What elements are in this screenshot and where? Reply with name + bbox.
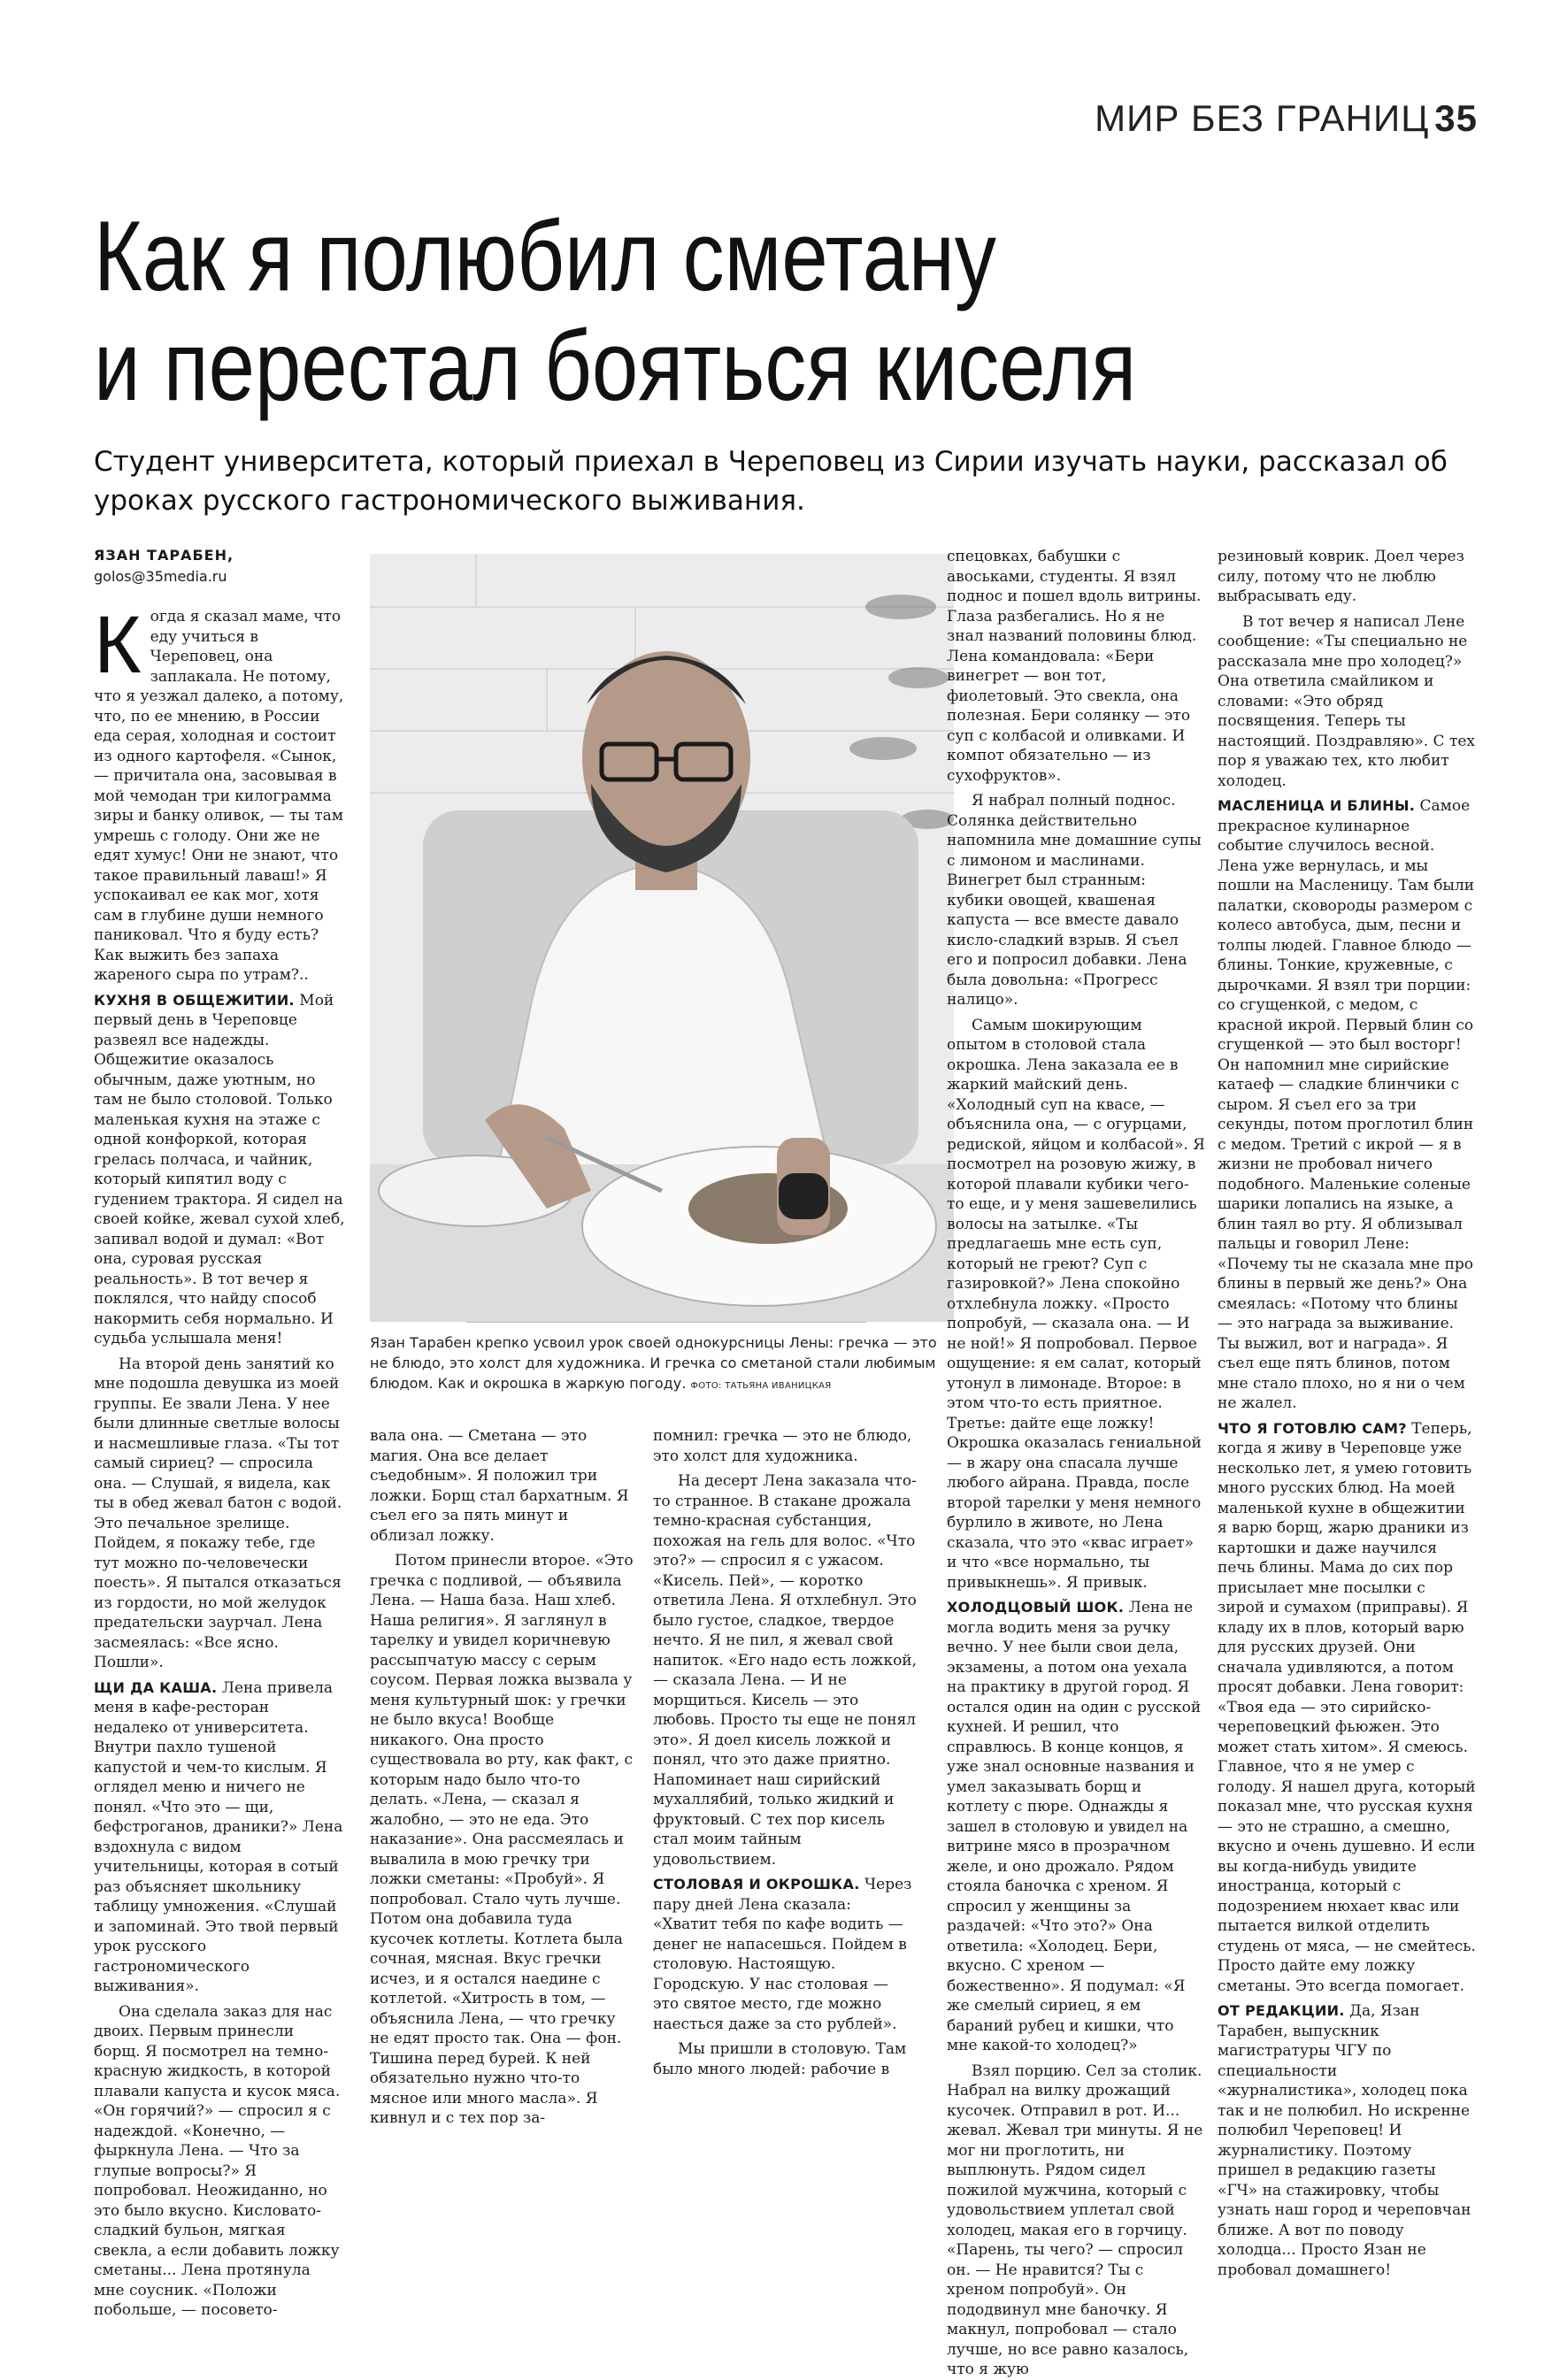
paragraph: Самым шокирующим опытом в столовой стала окрошка. Лена заказала ее в жаркий майский день. «Холодный суп на квасе, — объяснила она, — с огурцами, редиской, яйцом и колбасой». Я посмотрел на розовую жижу, в которой плавали кубики чего-то еще, и у меня зашевелились волосы на затылке. «Ты предлагаешь мне есть суп, который не греют? Суп с газировкой?» Лена спокойно отхлебнула ложку. «Просто попробуй, — сказала она. — И не ной!» Я попробовал. Первое ощущение: я ем салат, который утонул в лимонаде. Второе: в этом что-то есть приятное. Третье: дайте еще ложку! Окрошка оказалась гениальной — в жару она спасала лучше любого айрана. Правда, после второй тарелки у меня немного бурлило в животе, но Лена сказала, что это «квас играет» и что «все нормально, ты привыкнешь». Я привык. [947, 1016, 1205, 1592]
subheading: ОТ РЕДАКЦИИ. [1218, 2002, 1345, 2019]
paragraph: СТОЛОВАЯ И ОКРОШКА. Через пару дней Лена сказала: «Хватит тебя по кафе водить — денег не напасешься. Пойдем в столовую. Настоящую. Городскую. У нас столовая — это святое место, где можно наесться даже за сто рублей». [653, 1876, 912, 2033]
paragraph: ЧТО Я ГОТОВЛЮ САМ? Теперь, когда я живу в Череповце уже несколько лет, я умею готовить много русских блюд. На моей маленькой кухне в общежитии я варю борщ, жарю драники из картошки и даже научился печь блины. Мама до сих пор присылает мне посылки с зирой и сумахом (приправы). Я кладу их в плов, который варю для русских друзей. Они сначала удивляются, а потом просят добавки. Лена говорит: «Твоя еда — это сирийско-череповецкий фьюжен. Это может стать хитом». Я смеюсь. Главное, что я не умер с голоду. Я нашел друга, который показал мне, что русская кухня — это не страшно, а смешно, вкусно и очень душевно. И если вы когда-нибудь увидите иностранца, который с подозрением нюхает квас или пытается вилкой отделить студень от мяса, — не смейтесь. Просто дайте ему ложку сметаны. Это всегда помогает. [1218, 1419, 1476, 1995]
paragraph: КУХНЯ В ОБЩЕЖИТИИ. Мой первый день в Череповце развеял все надежды. Общежитие оказалось обычным, даже уютным, но там не было столовой. Только маленькая кухня на этаже с одной конфоркой, которая грелась полчаса, и чайник, который кипятил воду с гудением трактора. Я сидел на своей койке, жевал сухой хлеб, запивал водой и думал: «Вот она, суровая русская реальность». В тот вечер я поклялся, что найду способ накормить себя нормально. И судьба услышала меня! [94, 991, 345, 1347]
paragraph: На второй день занятий ко мне подошла девушка из моей группы. Ее звали Лена. У нее были длинные светлые волосы и насмешливые глаза. «Ты тот самый сириец? — спросила она. — Слушай, я видела, как ты в обед жевал батон с водой. Это печальное зрелище. Пойдем, я покажу тебе, где тут можно по-человечески поесть». Я пытался отказаться из гордости, но мой желудок предательски заурчал. Лена засмеялась: «Все ясно. Пошли». [94, 1355, 342, 1671]
article-photo [370, 554, 954, 1322]
paragraph: Мы пришли в столовую. Там было много людей: рабочие в [653, 2040, 907, 2078]
article-column-1 [94, 600, 345, 2319]
headline-line-2: и перестал бояться киселя [94, 311, 1137, 421]
subheading: ЩИ ДА КАША. [94, 1678, 218, 1696]
subheading: СТОЛОВАЯ И ОКРОШКА. [653, 1876, 860, 1892]
paragraph: Я набрал полный поднос. Солянка действительно напомнила мне домашние супы с лимоном и маслинами. Винегрет был странным: кубики овощей, квашеная капуста — все вместе давало кисло-сладкий взрыв. Я съел его и попросил добавки. Лена была довольна: «Прогресс налицо». [947, 792, 1202, 1009]
article-column-5 [1218, 547, 1476, 2279]
subheading: КУХНЯ В ОБЩЕЖИТИИ. [94, 991, 295, 1009]
photo-credit: ФОТО: ТАТЬЯНА ИВАНИЦКАЯ [690, 1381, 832, 1391]
headline-line-1: Как я полюбил сметану [94, 201, 996, 311]
drop-cap: К [94, 600, 142, 690]
paragraph: МАСЛЕНИЦА И БЛИНЫ. Самое прекрасное кулинарное событие случилось весной. Лена уже вернулась, и мы пошли на Масленицу. Там были палатки, сковороды размером с колесо автобуса, дым, песни и толпы людей. Главное блюдо — блины. Тонкие, кружевные, с дырочками. Я взял три порции: со сгущенкой, с медом, с красной икрой. Первый блин со сгущенкой — это был восторг! Он напомнил мне сирийские катаеф — сладкие блинчики с сыром. Я съел его за три секунды, потом проглотил блин с медом. Третий с икрой — я в жизни не пробовал ничего подобного. Маленькие соленые шарики лопались на языке, а блин таял во рту. Я облизывал пальцы и говорил Лене: «Почему ты не сказала мне про блины в первый же день?» Она смеялась: «Потому что блины — это награда за выживание. Ты выжил, вот и награда». Я съел еще пять блинов, потом мне стало плохо, но я ни о чем не жалел. [1218, 797, 1475, 1412]
paragraph: помнил: гречка — это не блюдо, это холст для художника. [653, 1427, 912, 1465]
subheading: МАСЛЕНИЦА И БЛИНЫ. [1218, 797, 1416, 814]
paragraph: ОТ РЕДАКЦИИ. Да, Язан Тарабен, выпускник магистратуры ЧГУ по специальности «журналистика», холодец пока так и не полюбил. Но искренне полюбил Череповец! И журналистику. Поэтому пришел в редакцию газеты «ГЧ» на стажировку, чтобы узнать наш город и череповчан ближе. А вот по поводу холодца... Просто Язан не пробовал домашнего! [1218, 2002, 1471, 2279]
author-name: ЯЗАН ТАРАБЕН, [94, 547, 234, 564]
lead-paragraph: Студент университета, который приехал в Череповец из Сирии изучать науки, рассказал об уроках русского гастрономического выживания. [94, 446, 1448, 517]
photo-illustration [370, 554, 954, 1322]
article-column-2 [370, 1426, 635, 2127]
subheading: ХОЛОДЦОВЫЙ ШОК. [947, 1599, 1125, 1616]
headline [94, 202, 1253, 421]
paragraph: вала она. — Сметана — это магия. Она все делает съедобным». Я положил три ложки. Борщ стал бархатным. Я съел его за пять минут и облизал ложку. [370, 1427, 629, 1545]
page-number: 35 [1434, 97, 1478, 139]
paragraph: резиновый коврик. Доел через силу, потому что не люблю выбрасывать еду. [1218, 548, 1464, 605]
byline [94, 545, 234, 587]
article-column-3 [653, 1426, 918, 2078]
paragraph: Потом принесли второе. «Это гречка с подливой, — объявила Лена. — Наша база. Наш хлеб. Наша религия». Я заглянул в тарелку и увидел коричневую рассыпчатую массу с серым соусом. Первая ложка вызвала у меня культурный шок: у гречки не было вкуса! Вообще никакого. Она просто существовала во рту, как факт, с которым надо было что-то делать. «Лена, — сказал я жалобно, — это не еда. Это наказание». Она рассмеялась и вывалила в мою гречку три ложки сметаны: «Пробуй». Я попробовал. Стало чуть лучше. Потом она добавила туда кусочек котлеты. Котлета была сочная, мясная. Вкус гречки исчез, и я остался наедине с котлетой. «Хитрость в том, — объяснила Лена, — что гречку не едят просто так. Она — фон. Тишина перед бурей. К ней обязательно нужно что-то мясное или много масла». Я кивнул и с тех пор за- [370, 1552, 634, 2127]
section-header [1095, 97, 1478, 140]
photo-caption [370, 1332, 954, 1396]
article-column-4 [947, 547, 1205, 2378]
section-title: МИР БЕЗ ГРАНИЦ [1095, 97, 1430, 139]
paragraph: На десерт Лена заказала что-то странное. В стакане дрожала темно-красная субстанция, похожая на гель для волос. «Что это?» — спросил я с ужасом. «Кисель. Пей», — коротко ответила Лена. Я отхлебнул. Это было густое, сладкое, твердое нечто. Я не пил, я жевал свой напиток. «Его надо есть ложкой, — сказала Лена. — И не морщиться. Кисель — это любовь. Просто ты еще не понял это». Я доел кисель ложкой и понял, что это даже приятно. Напоминает наш сирийский мухаллябий, только жидкий и фруктовый. С тех пор кисель стал моим тайным удовольствием. [653, 1472, 918, 1869]
paragraph: В тот вечер я написал Лене сообщение: «Ты специально не рассказала мне про холодец?» Она ответила смайликом и словами: «Это обряд посвящения. Теперь ты настоящий. Поздравляю». С тех пор я уважаю тех, кто любит холодец. [1218, 612, 1476, 790]
author-email[interactable]: golos@35media.ru [94, 568, 227, 585]
paragraph: ЩИ ДА КАША. Лена привела меня в кафе-ресторан недалеко от университета. Внутри пахло тушеной капустой и чем-то кислым. Я оглядел меню и ничего не понял. «Что это — щи, бефстроганов, драники?» Лена вздохнула с видом учительницы, которая в сотый раз объясняет школьнику таблицу умножения. «Слушай и запоминай. Это твой первый урок русского гастрономического выживания». [94, 1678, 343, 1995]
caption-text: Язан Тарабен крепко усвоил урок своей однокурсницы Лены: гречка — это не блюдо, это холст для художника. И гречка со сметаной стали любимым блюдом. Как и окрошка в жаркую погоду. [370, 1334, 937, 1392]
paragraph: спецовках, бабушки с авоськами, студенты. Я взял поднос и пошел вдоль витрины. Глаза разбегались. Но я не знал названий половины блюд. Лена командовала: «Бери винегрет — вон тот, фиолетовый. Это свекла, она полезная. Бери солянку — это суп с колбасой и оливками. И компот обязательно — из сухофруктов». [947, 548, 1202, 785]
paragraph: ХОЛОДЦОВЫЙ ШОК. Лена не могла водить меня за ручку вечно. У нее были свои дела, экзамены, а потом она уехала на практику в другой город. Я остался один на один с русской кухней. И решил, что справлюсь. В конце концов, я уже знал основные названия и умел заказывать борщ и котлету с пюре. Однажды я зашел в столовую и увидел на витрине мясо в прозрачном желе, и оно дрожало. Рядом стояла баночка с хреном. Я спросил у женщины за раздачей: «Что это?» Она ответила: «Холодец. Бери, вкусно. С хреном — божественно». Я подумал: «Я же смелый сириец, я ем бараний рубец и кишки, что мне какой-то холодец?» [947, 1599, 1202, 2054]
paragraph: Когда я сказал маме, что еду учиться в Череповец, она заплакала. Не потому, что я уезжал далеко, а потому, что, по ее мнению, в России еда серая, холодная и состоит из одного картофеля. «Сынок, — причитала она, засовывая в мой чемодан три килограмма зиры и банку оливок, — ты там умрешь с голоду. Они же не едят хумус! Они не знают, что такое правильный лаваш!» Я успокаивал ее как мог, хотя сам в глубине души немного паниковал. Что я буду есть? Как выжить без запаха жареного сыра по утрам?.. [94, 600, 344, 984]
subheading: ЧТО Я ГОТОВЛЮ САМ? [1218, 1419, 1407, 1437]
paragraph: Она сделала заказ для нас двоих. Первым принесли борщ. Я посмотрел на темно-красную жидкость, в которой плавали капуста и кусок мяса. «Он горячий?» — спросил я с надеждой. «Конечно, — фыркнула Лена. — Что за глупые вопросы?» Я попробовал. Неожиданно, но это было вкусно. Кисловато-сладкий бульон, мягкая свекла, а если добавить ложку сметаны... Лена протянула мне соусник. «Положи побольше, — посовето- [94, 2002, 341, 2319]
paragraph: Взял порцию. Сел за столик. Набрал на вилку дрожащий кусочек. Отправил в рот. И... жевал. Жевал три минуты. Я не мог ни проглотить, ни выплюнуть. Рядом сидел пожилой мужчина, который с удовольствием уплетал свой холодец, макая его в горчицу. «Парень, ты чего? — спросил он. — Не нравится? Ты с хреном попробуй». Он пододвинул мне баночку. Я макнул, попробовал — стало лучше, но все равно казалось, что я жую [947, 2061, 1203, 2378]
